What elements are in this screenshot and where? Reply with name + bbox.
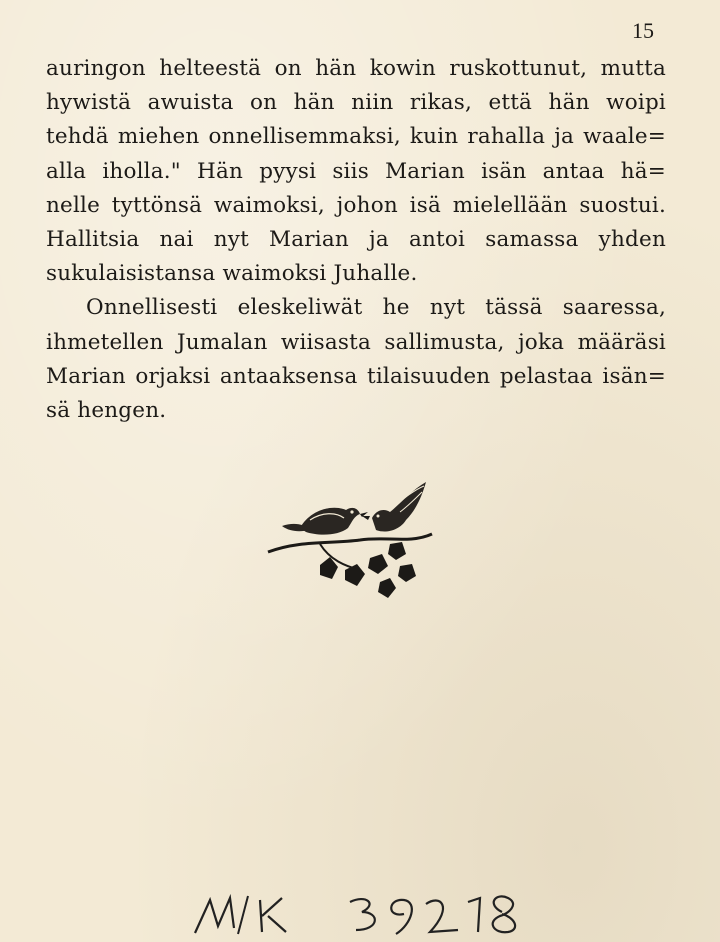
page-number: 15 (632, 18, 654, 43)
text-line: ihmetellen Jumalan wiisasta sallimusta, joka määräsi (46, 329, 666, 355)
text-line: alla iholla." Hän pyysi siis Marian isän antaa hä= (46, 158, 666, 184)
text-line: Marian orjaksi antaaksensa tilaisuuden pelastaa isän= (46, 363, 666, 389)
handwritten-shelfmark (190, 888, 530, 938)
text-line: sä hengen. (46, 398, 167, 424)
text-line: Onnellisesti eleskeliwät he nyt tässä saaressa, (86, 295, 666, 321)
text-line: auringon helteestä on hän kowin ruskottunut, mutta (46, 56, 666, 81)
text-line: tehdä miehen onnellisemmaksi, kuin rahalla ja waale= (46, 124, 666, 150)
text-line: sukulaisistansa waimoksi Juhalle. (46, 261, 418, 287)
handwritten-shelfmark-icon (190, 888, 530, 938)
text-line: hywistä awuista on hän niin rikas, että hän woipi (46, 90, 666, 116)
text-line: nelle tyttönsä waimoksi, johon isä mielellään suostui. (46, 192, 666, 218)
body-text (46, 52, 666, 428)
text-line: Hallitsia nai nyt Marian ja antoi samassa yhden (46, 227, 666, 253)
birds-vignette-icon (260, 470, 440, 610)
